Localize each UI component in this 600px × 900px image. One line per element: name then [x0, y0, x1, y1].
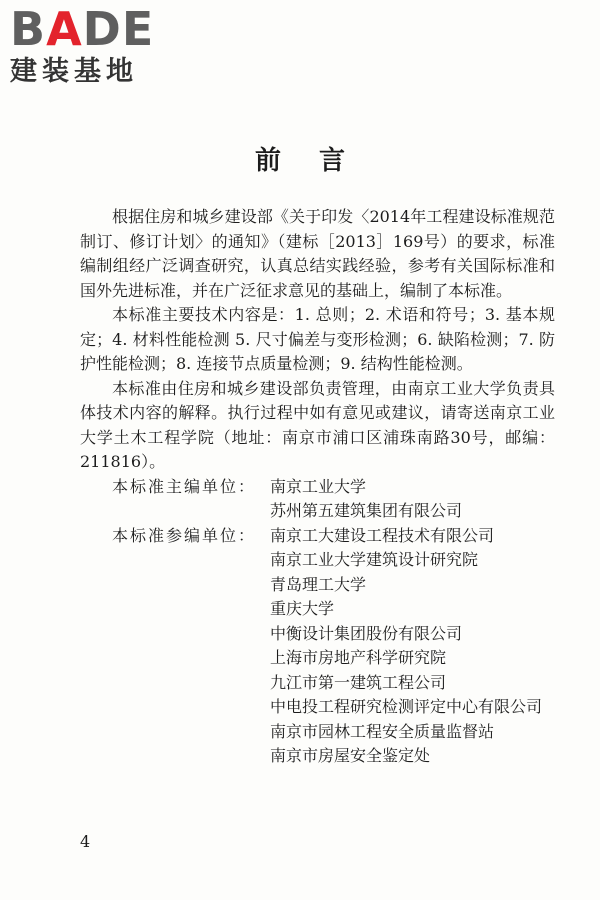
paragraph-contents: 本标准主要技术内容是：1. 总则；2. 术语和符号；3. 基本规定；4. 材料性能检测 5. 尺寸偏差与变形检测；6. 缺陷检测；7. 防护性能检测；8. 连接节点质量检测；9. 结构性能检测。 — [80, 305, 555, 373]
logo-letter-accent: A — [46, 2, 83, 56]
logo-letter: B — [10, 2, 47, 56]
unit-item: 南京工业大学 — [270, 476, 367, 496]
paragraph-management: 本标准由住房和城乡建设部负责管理，由南京工业大学负责具体技术内容的解释。执行过程中如有意见或建议，请寄送南京工业大学土木工程学院（地址：南京市浦口区浦珠南路30号，邮编：211816）。 — [80, 378, 555, 471]
unit-item: 重庆大学 — [270, 599, 335, 618]
participating-units-label: 本标准参编单位： — [112, 525, 257, 545]
logo-wordmark — [10, 4, 154, 54]
unit-item: 中电投工程研究检测评定中心有限公司 — [270, 697, 543, 716]
unit-item: 南京工大建设工程技术有限公司 — [270, 525, 495, 545]
unit-item: 中衡设计集团股份有限公司 — [270, 623, 463, 643]
chief-units-label: 本标准主编单位： — [112, 476, 257, 496]
chief-units-section — [80, 475, 555, 524]
participating-units-list — [270, 524, 555, 769]
preface-body — [80, 205, 555, 769]
chief-units-list — [270, 475, 555, 524]
unit-item: 南京工业大学建筑设计研究院 — [270, 550, 479, 569]
unit-item: 南京市房屋安全鉴定处 — [270, 746, 431, 765]
participating-units-section — [80, 524, 555, 769]
page-title: 前言 — [254, 146, 383, 176]
page-number: 4 — [80, 832, 91, 851]
unit-item: 南京市园林工程安全质量监督站 — [270, 721, 495, 741]
unit-item: 苏州第五建筑集团有限公司 — [270, 501, 463, 520]
unit-item: 九江市第一建筑工程公司 — [270, 672, 447, 692]
unit-item: 青岛理工大学 — [270, 574, 367, 594]
logo-subtitle: 建装基地 — [10, 56, 138, 87]
site-logo — [10, 4, 154, 88]
unit-item: 上海市房地产科学研究院 — [270, 648, 447, 667]
logo-letters: DE — [82, 2, 155, 56]
paragraph-background: 根据住房和城乡建设部《关于印发〈2014年工程建设标准规范制订、修订计划〉的通知》（建标［2013］169号）的要求，标准编制组经广泛调查研究，认真总结实践经验，参考有关国际标准和国外先进标准，并在广泛征求意见的基础上，编制了本标准。 — [80, 207, 555, 300]
